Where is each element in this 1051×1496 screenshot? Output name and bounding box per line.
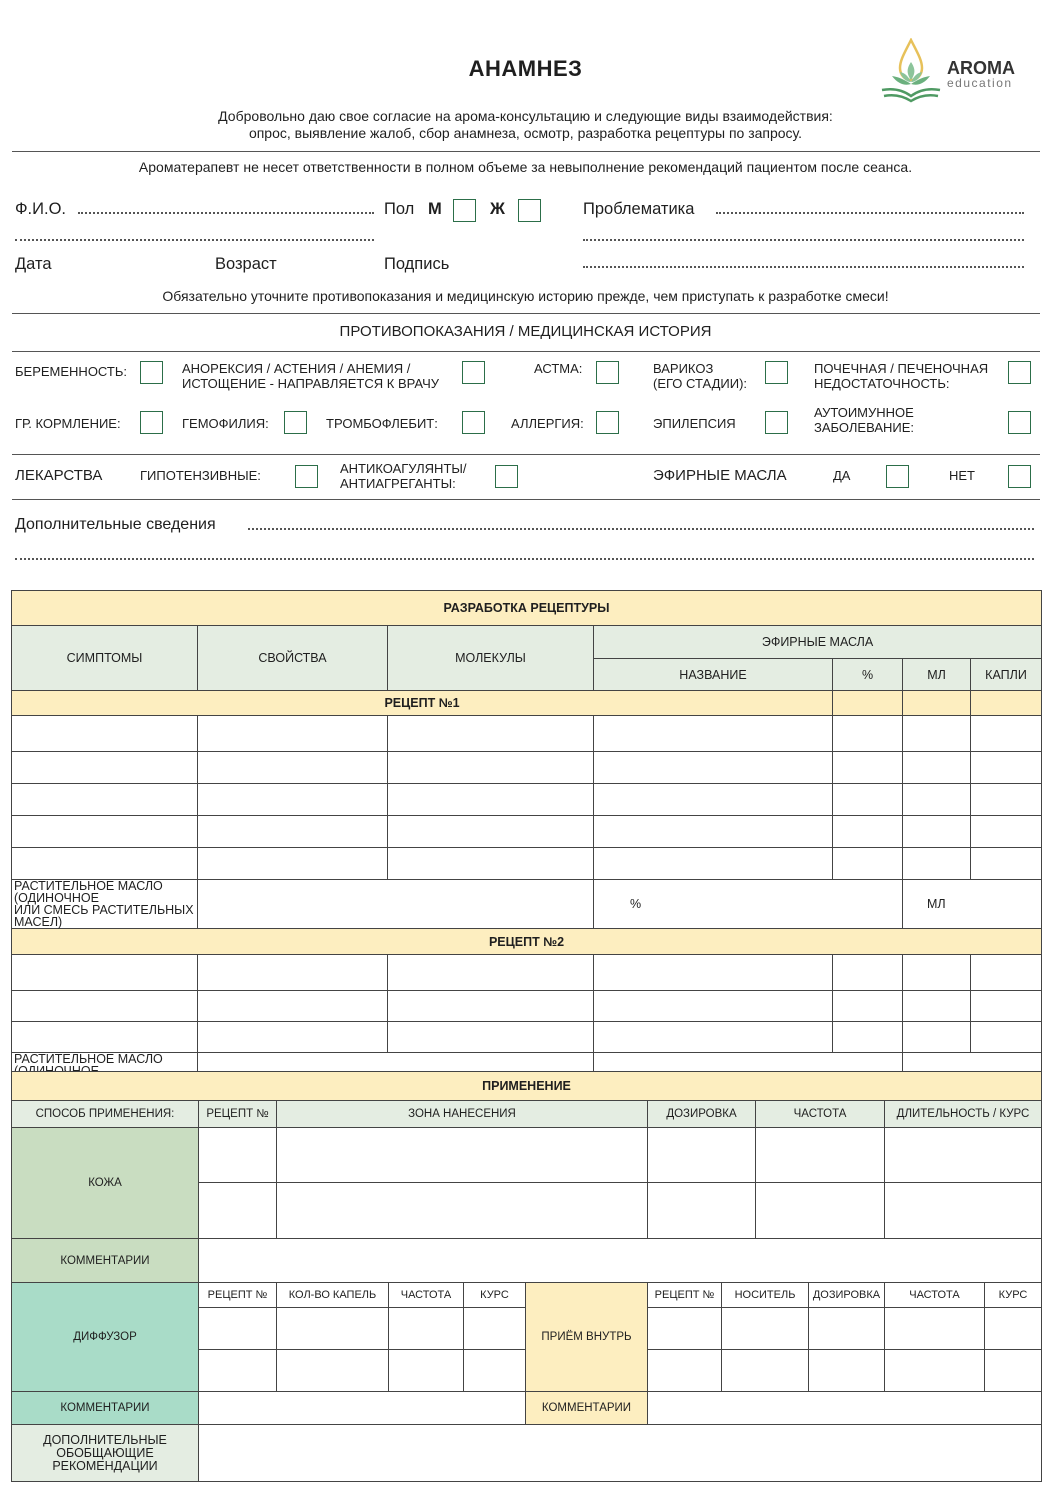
- anticoag-checkbox[interactable]: [495, 465, 518, 488]
- carrier-oil-label: [12, 880, 198, 929]
- sex-f-label: Ж: [490, 200, 505, 218]
- problem-field-3[interactable]: [583, 264, 1024, 268]
- table-row[interactable]: [12, 716, 1042, 752]
- sex-m-checkbox[interactable]: [453, 199, 476, 222]
- diffuser-recipe-no: РЕЦЕПТ №: [199, 1283, 277, 1308]
- fio-label: Ф.И.О.: [15, 200, 66, 218]
- renal-checkbox[interactable]: [1008, 361, 1031, 384]
- allergy-checkbox[interactable]: [596, 411, 619, 434]
- essential-oils-label: ЭФИРНЫЕ МАСЛА: [653, 467, 787, 484]
- varicose-checkbox[interactable]: [765, 361, 788, 384]
- anticoag-line-2: АНТИАГРЕГАНТЫ:: [340, 476, 456, 491]
- properties-header: СВОЙСТВА: [198, 626, 388, 691]
- warning-text: Обязательно уточните противопоказания и медицинскую историю прежде, чем приступать к разработке смеси!: [162, 288, 889, 304]
- diffuser-frequency: ЧАСТОТА: [389, 1283, 464, 1308]
- divider: [12, 313, 1040, 314]
- table-row[interactable]: [12, 955, 1042, 991]
- symptoms-header: СИМПТОМЫ: [12, 626, 198, 691]
- carrier-oil-field[interactable]: [198, 880, 594, 929]
- yes-checkbox[interactable]: [886, 465, 909, 488]
- divider: [12, 499, 1040, 500]
- anticoag-label: [340, 461, 467, 491]
- hypotensive-label: ГИПОТЕНЗИВНЫЕ:: [140, 468, 261, 483]
- molecules-header: МОЛЕКУЛЫ: [388, 626, 594, 691]
- recipe-table: [11, 590, 1042, 1102]
- divider: [12, 351, 1040, 352]
- fio-field[interactable]: [78, 210, 374, 214]
- internal-recipe-no: РЕЦЕПТ №: [648, 1283, 722, 1308]
- diffuser-comments-field[interactable]: [199, 1392, 526, 1425]
- logo-name: AROMA: [947, 58, 1015, 78]
- problem-label: Проблематика: [583, 200, 695, 218]
- carrier-line-2: ИЛИ СМЕСЬ РАСТИТЕЛЬНЫХ МАСЕЛ): [14, 903, 194, 929]
- allergy-label: АЛЛЕРГИЯ:: [511, 416, 584, 431]
- signature-label: Подпись: [384, 255, 450, 273]
- breastfeeding-label: ГР. КОРМЛЕНИЕ:: [15, 416, 121, 431]
- diffuser-course: КУРС: [464, 1283, 526, 1308]
- anorexia-label: [182, 361, 439, 391]
- divider: [12, 151, 1040, 152]
- dosage-header: ДОЗИРОВКА: [648, 1101, 756, 1128]
- date-label: Дата: [15, 255, 52, 273]
- contra-heading: ПРОТИВОПОКАЗАНИЯ / МЕДИЦИНСКАЯ ИСТОРИЯ: [339, 323, 712, 340]
- consent-line-2: опрос, выявление жалоб, сбор анамнеза, осмотр, разработка рецептуры по запросу.: [248, 125, 803, 141]
- internal-dosage: ДОЗИРОВКА: [809, 1283, 885, 1308]
- carrier-line-1: РАСТИТЕЛЬНОЕ МАСЛО (ОДИНОЧНОЕ: [14, 879, 163, 905]
- percent-header: %: [833, 659, 903, 691]
- table-row[interactable]: [12, 816, 1042, 848]
- table-row[interactable]: [12, 991, 1042, 1022]
- internal-label: ПРИЁМ ВНУТРЬ: [526, 1283, 648, 1392]
- renal-label: [814, 361, 988, 391]
- varicose-line-1: ВАРИКОЗ: [653, 361, 714, 376]
- consent-text: [0, 108, 1051, 142]
- epilepsy-label: ЭПИЛЕПСИЯ: [653, 416, 736, 431]
- varicose-label: [653, 361, 747, 391]
- name-header: НАЗВАНИЕ: [594, 659, 833, 691]
- hemophilia-label: ГЕМОФИЛИЯ:: [182, 416, 269, 431]
- duration-header: ДЛИТЕЛЬНОСТЬ / КУРС: [885, 1101, 1042, 1128]
- diffuser-drops: КОЛ-ВО КАПЕЛЬ: [277, 1283, 389, 1308]
- hypotensive-checkbox[interactable]: [295, 465, 318, 488]
- diffuser-label: ДИФФУЗОР: [12, 1283, 199, 1392]
- internal-course: КУРС: [985, 1283, 1042, 1308]
- recipe-1-heading: РЕЦЕПТ №1: [12, 691, 833, 716]
- drugs-label: ЛЕКАРСТВА: [15, 467, 103, 484]
- internal-carrier: НОСИТЕЛЬ: [722, 1283, 809, 1308]
- table-row[interactable]: [12, 1022, 1042, 1053]
- zone-header: ЗОНА НАНЕСЕНИЯ: [277, 1101, 648, 1128]
- page-title: АНАМНЕЗ: [468, 56, 583, 81]
- summary-field[interactable]: [199, 1425, 1042, 1482]
- summary-line-2: РЕКОМЕНДАЦИИ: [52, 1458, 158, 1473]
- summary-line-1: ДОПОЛНИТЕЛЬНЫЕ ОБОБЩАЮЩИЕ: [43, 1432, 167, 1460]
- carrier-ml[interactable]: МЛ: [903, 880, 1042, 929]
- yes-label: ДА: [833, 468, 851, 483]
- problem-field-1[interactable]: [716, 210, 1024, 214]
- varicose-line-2: (ЕГО СТАДИИ):: [653, 376, 748, 391]
- asthma-label: АСТМА:: [534, 361, 583, 376]
- table-row[interactable]: [12, 848, 1042, 880]
- pregnancy-label: БЕРЕМЕННОСТЬ:: [15, 364, 127, 379]
- logo-subtitle: education: [947, 76, 1013, 90]
- additional-label: Дополнительные сведения: [15, 516, 216, 533]
- skin-comments-label: КОММЕНТАРИИ: [12, 1239, 199, 1283]
- application-heading: ПРИМЕНЕНИЕ: [12, 1072, 1042, 1101]
- table-row[interactable]: [12, 784, 1042, 816]
- method-header: СПОСОБ ПРИМЕНЕНИЯ:: [12, 1101, 199, 1128]
- internal-comments-label: КОММЕНТАРИИ: [526, 1392, 648, 1425]
- divider: [12, 454, 1040, 455]
- autoimmune-line-2: ЗАБОЛЕВАНИЕ:: [814, 420, 915, 435]
- ml-header: МЛ: [903, 659, 971, 691]
- autoimmune-checkbox[interactable]: [1008, 411, 1031, 434]
- no-checkbox[interactable]: [1008, 465, 1031, 488]
- autoimmune-label: [814, 405, 914, 435]
- breastfeeding-checkbox[interactable]: [140, 411, 163, 434]
- carrier-line-1: РАСТИТЕЛЬНОЕ МАСЛО: [14, 1052, 163, 1066]
- no-label: НЕТ: [949, 468, 975, 483]
- epilepsy-checkbox[interactable]: [765, 411, 788, 434]
- recipe-2-heading: РЕЦЕПТ №2: [12, 929, 1042, 955]
- essential-oils-header: ЭФИРНЫЕ МАСЛА: [594, 626, 1042, 659]
- sex-m-label: М: [428, 200, 442, 218]
- recipe-heading: РАЗРАБОТКА РЕЦЕПТУРЫ: [12, 591, 1042, 626]
- sex-label: Пол: [384, 200, 415, 218]
- application-table: [11, 1071, 1042, 1482]
- pregnancy-checkbox[interactable]: [140, 361, 163, 384]
- skin-label: КОЖА: [12, 1128, 199, 1239]
- anorexia-line-1: АНОРЕКСИЯ / АСТЕНИЯ / АНЕМИЯ /: [182, 361, 411, 376]
- summary-label: [12, 1425, 199, 1482]
- thrombophlebitis-label: ТРОМБОФЛЕБИТ:: [326, 416, 438, 431]
- thrombophlebitis-checkbox[interactable]: [462, 411, 485, 434]
- anorexia-line-2: ИСТОЩЕНИЕ - НАПРАВЛЯЕТСЯ К ВРАЧУ: [182, 376, 439, 391]
- additional-field-1[interactable]: [248, 526, 1034, 530]
- recipe-no-header: РЕЦЕПТ №: [199, 1101, 277, 1128]
- drops-header: КАПЛИ: [971, 659, 1042, 691]
- sex-f-checkbox[interactable]: [518, 199, 541, 222]
- internal-frequency: ЧАСТОТА: [885, 1283, 985, 1308]
- anorexia-checkbox[interactable]: [462, 361, 485, 384]
- internal-comments-field[interactable]: [648, 1392, 1042, 1425]
- hemophilia-checkbox[interactable]: [284, 411, 307, 434]
- additional-field-2[interactable]: [15, 556, 1034, 560]
- table-row[interactable]: [12, 752, 1042, 784]
- autoimmune-line-1: АУТОИМУННОЕ: [814, 405, 914, 420]
- age-label: Возраст: [215, 255, 277, 273]
- diffuser-comments-label: КОММЕНТАРИИ: [12, 1392, 199, 1425]
- consent-line-1: Добровольно даю свое согласие на арома-консультацию и следующие виды взаимодействия:: [218, 108, 833, 124]
- disclaimer: Ароматерапевт не несет ответственности в полном объеме за невыполнение рекомендаций пациентом после сеанса.: [138, 159, 913, 175]
- renal-line-2: НЕДОСТАТОЧНОСТЬ:: [814, 376, 950, 391]
- problem-field-2[interactable]: [583, 237, 1024, 241]
- anticoag-line-1: АНТИКОАГУЛЯНТЫ/: [340, 461, 467, 476]
- carrier-percent[interactable]: %: [594, 880, 903, 929]
- renal-line-1: ПОЧЕЧНАЯ / ПЕЧЕНОЧНАЯ: [814, 361, 989, 376]
- frequency-header: ЧАСТОТА: [756, 1101, 885, 1128]
- skin-comments-field[interactable]: [199, 1239, 1042, 1283]
- fio-field-2[interactable]: [15, 237, 374, 241]
- asthma-checkbox[interactable]: [596, 361, 619, 384]
